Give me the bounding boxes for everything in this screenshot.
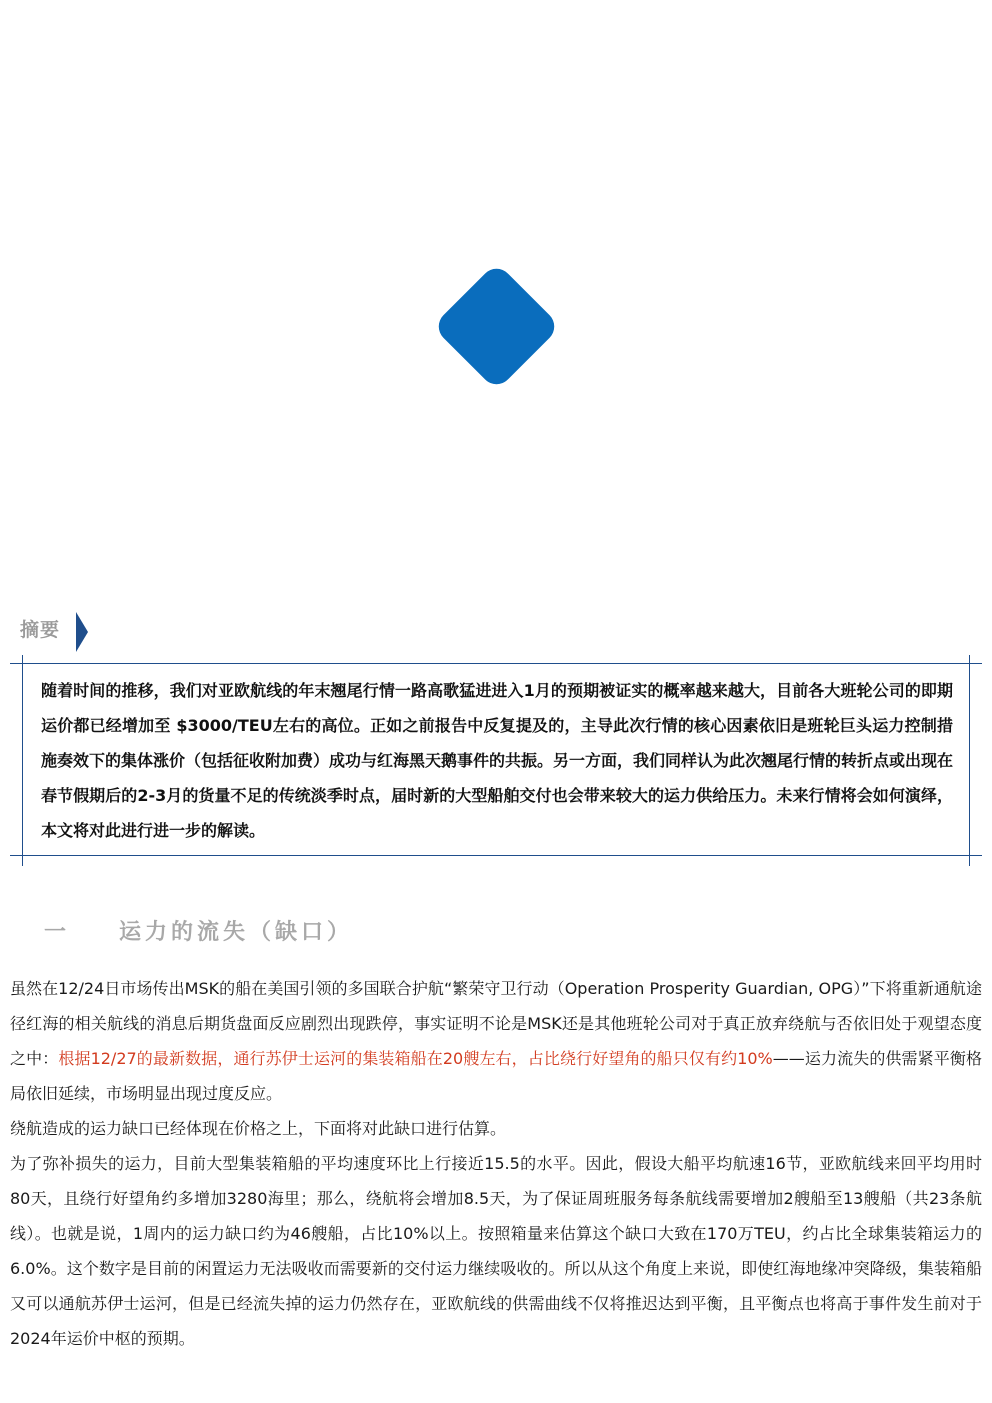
abstract-label: 摘要: [20, 619, 61, 641]
section-number: 一: [44, 920, 67, 945]
highlighted-text: 根据12/27的最新数据，通行苏伊士运河的集装箱船在20艘左右，占比绕行好望角的船只仅有约10%: [58, 1049, 773, 1068]
arrow-marker-icon: [76, 612, 88, 652]
paragraph-1-text: 虽然在12/24日市场传出MSK的船在美国引领的多国联合护航“繁荣守卫行动（Operation Prosperity Guardian, OPG）”下将重新通航途径红海的相关航线的消息后期货盘面反应剧烈出现跌停，事实证明不论是MSK还是其他班轮公司对于真正放弃绕航与否依旧处于观望态度之中：: [10, 979, 982, 1068]
abstract-text: 随着时间的推移，我们对亚欧航线的年末翘尾行情一路高歌猛进进入1月的预期被证实的概率越来越大，目前各大班轮公司的即期运价都已经增加至 $3000/TEU左右的高位。正如之前报告中反复提及的，主导此次行情的核心因素依旧是班轮巨头运力控制措施奏效下的集体涨价（包括征收附加费）成功与红海黑天鹅事件的共振。另一方面，我们同样认为此次翘尾行情的转折点或出现在春节假期后的2-3月的货量不足的传统淡季时点，届时新的大型船舶交付也会带来较大的运力供给压力。未来行情将会如何演绎，本文将对此进行进一步的解读。: [41, 681, 954, 840]
paragraph-3: 为了弥补损失的运力，目前大型集装箱船的平均速度环比上行接近15.5的水平。因此，假设大船平均航速16节，亚欧航线来回平均用时80天，且绕行好望角约多增加3280海里；那么，绕航将会增加8.5天，为了保证周班服务每条航线需要增加2艘船至13艘船（共23条航线）。也就是说，1周内的运力缺口约为46艘船，占比10%以上。按照箱量来估算这个缺口大致在170万TEU，约占比全球集装箱运力的6.0%。这个数字是目前的闲置运力无法吸收而需要新的交付运力继续吸收的。所以从这个角度上来说，即使红海地缘冲突降级，集装箱船又可以通航苏伊士运河，但是已经流失掉的运力仍然存在，亚欧航线的供需曲线不仅将推迟达到平衡，且平衡点也将高于事件发生前对于2024年运价中枢的预期。: [10, 1154, 982, 1348]
paragraph-2: 绕航造成的运力缺口已经体现在价格之上，下面将对此缺口进行估算。: [10, 1119, 507, 1138]
paragraph-1-tail: ——运力流失的供需紧平衡格局依旧延续，市场明显出现过度反应。: [10, 1049, 982, 1103]
body-text: [10, 971, 982, 1356]
paragraph-1: [10, 971, 982, 1111]
section-title: 运力的流失（缺口）: [119, 920, 354, 945]
blue-diamond-icon: [425, 255, 568, 398]
